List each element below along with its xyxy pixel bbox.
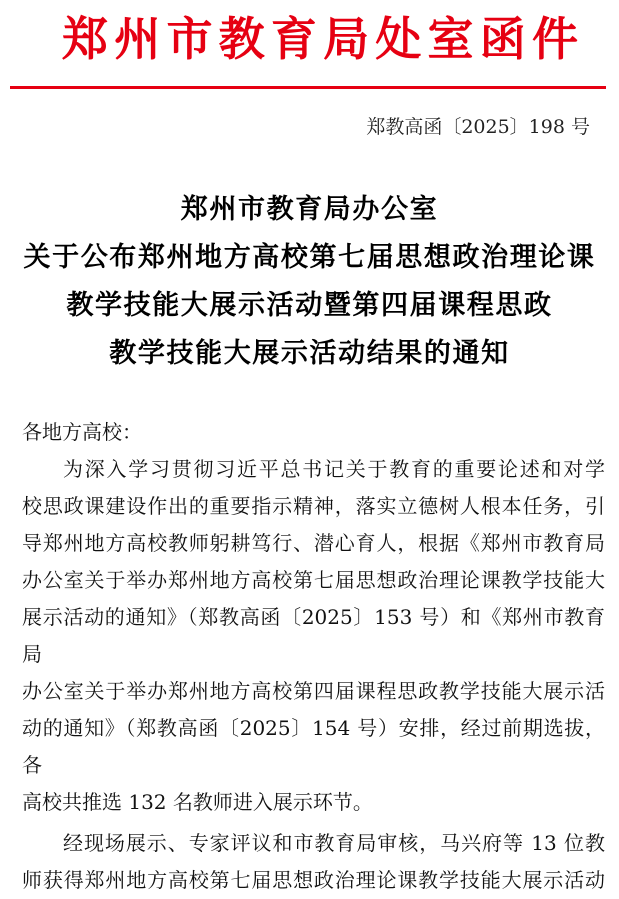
salutation: 各地方高校： [22,420,142,444]
paragraph-line: 办公室关于举办郑州地方高校第四届课程思政教学技能大展示活 [22,679,605,703]
paragraph-line: 师获得郑州地方高校第七届思想政治理论课教学技能大展示活动 [22,868,605,892]
title-line: 教学技能大展示活动暨第四届课程思政 [66,290,553,321]
letterhead-red-rule [10,86,606,89]
paragraph-line: 高校共推选 132 名教师进入展示环节。 [22,790,373,814]
document-body [22,414,605,899]
paragraph-line: 为深入学习贯彻习近平总书记关于教育的重要论述和对学 [63,457,605,481]
title-line: 郑州市教育局办公室 [180,194,439,225]
document-title [0,186,619,378]
paragraph-line: 经现场展示、专家评议和市教育局审核，马兴府等 13 位教 [63,831,605,855]
paragraph-line: 动的通知》（郑教高函〔2025〕154 号）安排，经过前期选拔，各 [22,716,605,777]
paragraph-line: 导郑州地方高校教师躬耕笃行、潜心育人，根据《郑州市教育局 [22,531,605,555]
paragraph-line: 办公室关于举办郑州地方高校第七届思想政治理论课教学技能大 [22,568,605,592]
paragraph [22,451,605,821]
letterhead-title: 郑州市教育局处室函件 [62,12,578,66]
paragraph [22,825,605,899]
paragraph-line: 展示活动的通知》（郑教高函〔2025〕153 号）和《郑州市教育局 [22,605,605,666]
paragraph-line: 校思政课建设作出的重要指示精神，落实立德树人根本任务，引 [22,494,605,518]
document-number: 郑教高函〔2025〕198 号 [366,116,590,138]
title-line: 教学技能大展示活动结果的通知 [109,338,510,369]
title-line: 关于公布郑州地方高校第七届思想政治理论课 [23,242,596,273]
